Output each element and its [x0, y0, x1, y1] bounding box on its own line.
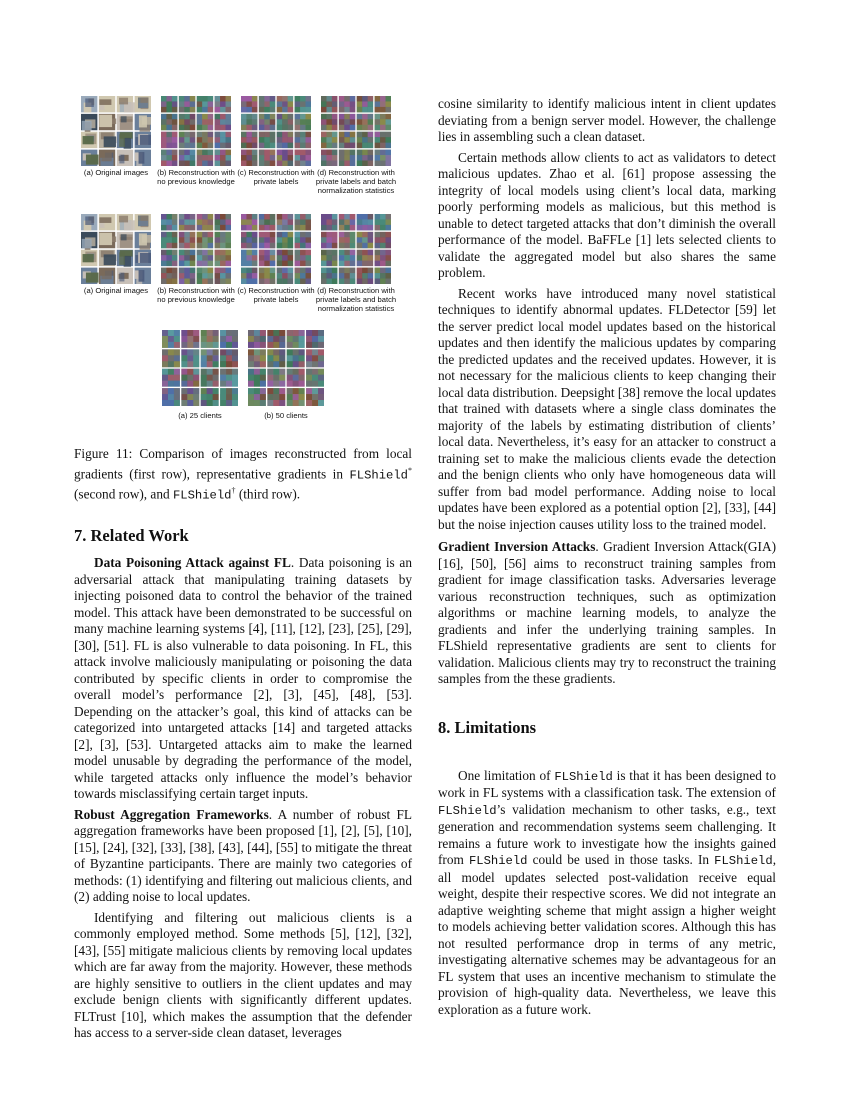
section-heading: 7. Related Work: [74, 526, 189, 546]
figure-caption: Figure 11: Comparison of images reconstructed from local gradients (first row), representative gradients in FLShield* (second row), and FLShield† (third row).: [74, 446, 412, 503]
image-grid-graphic: [162, 330, 238, 406]
subfigure-caption: (c) Reconstruction with private labels: [237, 168, 315, 186]
left-column: [74, 96, 412, 1042]
subfigure-caption: (d) Reconstruction with private labels and batch normalization statistics: [315, 168, 397, 195]
subfigure-caption: (c) Reconstruction with private labels: [237, 286, 315, 304]
reconstruction-grid: [321, 96, 391, 166]
subfigure-caption: (b) Reconstruction with no previous knowledge: [157, 168, 235, 186]
image-grid-graphic: [248, 330, 324, 406]
reconstruction-grid: [321, 214, 391, 284]
subfigure-caption: (b) Reconstruction with no previous knowledge: [157, 286, 235, 304]
subfigure-caption: (a) Original images: [83, 168, 149, 177]
reconstruction-grid: [161, 214, 231, 284]
right-column: [438, 96, 776, 1018]
image-grid-graphic: [81, 96, 151, 166]
figure-row-3: [74, 330, 412, 430]
subfigure-caption: (b) 50 clients: [264, 411, 308, 420]
image-grid-graphic: [161, 214, 231, 284]
reconstruction-grid: [248, 330, 324, 406]
paragraph: Gradient Inversion Attacks. Gradient Inversion Attack(GIA) [16], [50], [56] aims to reconstruct training samples from gradient for image classification tasks. Adversaries leverage various reconstruction techniques, such as optimization algorithms or machine learning models, to analyze the gradients and infer the underlying training samples. In FLShield representative gradients are sent to clients for validation. Malicious clients may try to reconstruct the training samples from the these gradients.: [438, 539, 776, 686]
paragraph: Robust Aggregation Frameworks. A number of robust FL aggregation frameworks have been proposed [1], [2], [5], [10], [15], [24], [32], [33], [38], [43], [44], [55] to mitigate the threat of Byzantine participants. There are mainly two categories of methods: (1) identifying and filtering out malicious clients, and (2) adding noise to local updates.: [74, 806, 412, 905]
paragraph: Certain methods allow clients to act as validators to detect malicious updates. Zhao et al. [61] propose assessing the integrity of local models using client’s local data, marking poorly performing models as malicious, but this method is unable to detect targeted attacks that don’t diminish the overall performance of the model. BaFFLe [1] lets selected clients to validate the aggregated model but also shares the same problem.: [438, 149, 776, 280]
image-grid-graphic: [321, 214, 391, 284]
paragraph: One limitation of FLShield is that it has been designed to work in FL systems with a classification task. The extension of FLShield’s validation mechanism to other tasks, e.g., text generation and recommendation systems seem challenging. It remains a future work to investigate how the insights gained from FLShield could be used in those tasks. In FLShield, all model updates selected post-validation receive equal weight, despite their respective scores. We did not integrate an adaptive weighting scheme that might assign a higher weight to models achieving better validation scores. Although this has not resulted performance drop in terms of any metric, investigating alternative schemes may be advantageous for an FL system that uses an incentive mechanism to stimulate the provision of high-quality data. Nevertheless, we leave this exploration as a future work.: [438, 767, 777, 1017]
figure-row-2: [74, 214, 412, 320]
image-grid-graphic: [321, 96, 391, 166]
section-heading: 8. Limitations: [438, 717, 537, 737]
image-grid-graphic: [161, 96, 231, 166]
reconstruction-grid: [162, 330, 238, 406]
paragraph: cosine similarity to identify malicious intent in client updates deviating from a benign server model. However, the challenge lies in assembling such a clean dataset.: [438, 96, 776, 144]
original-images-grid: [81, 214, 151, 284]
reconstruction-grid: [161, 96, 231, 166]
paragraph: Identifying and filtering out malicious clients is a commonly employed method. Some methods [5], [12], [32], [43], [55] mitigate malicious clients by removing local updates which are far away from the majority. However, these methods are highly sensitive to outliers in the client updates and may exclude benign clients with significantly different updates. FLTrust [10], which makes the assumption that the defender has access to a server-side clean dataset, leverages: [74, 909, 412, 1041]
paragraph: Recent works have introduced many novel statistical techniques to identify abnormal updates. FLDetector [59] let the server predict local model updates based on the historical updates and then identify the malicious updates by comparing the predicted updates and the received updates. However, it is not necessary for the malicious clients to keep changing their local data distribution. Deepsight [38] remove the local updates that trained with datasets where a single class dominates the majority of the labels by estimating distribution of clients’ local data. Nevertheless, it’s easy for an attacker to construct a training set to make the malicious clients evade the detection and the benign clients who only have homogeneous data will suffer from bad model performance. Adding noise to local updates have been explored as a potential option [2], [33], [44] but the noise injection causes utility loss to the trained model.: [438, 285, 776, 532]
subfigure-caption: (a) 25 clients: [178, 411, 222, 420]
subfigure-caption: (a) Original images: [83, 286, 149, 295]
figure-row-1: [74, 96, 412, 202]
subfigure-caption: (d) Reconstruction with private labels and batch normalization statistics: [315, 286, 397, 313]
image-grid-graphic: [241, 214, 311, 284]
original-images-grid: [81, 96, 151, 166]
image-grid-graphic: [241, 96, 311, 166]
paragraph: Data Poisoning Attack against FL. Data poisoning is an adversarial attack that manipulating training datasets by injecting poisoned data to control the behavior of the trained model. This attack have been demonstrated to be successful on many machine learning systems [4], [11], [12], [23], [25], [29], [30], [51]. FL is also vulnerable to data poisoning. In FL, this attack involve maliciously manipulating or poisoning the data contributed by specific clients in order to compromise the overall model’s performance [2], [3], [45], [48], [53]. Depending on the attacker’s goal, this kind of attacks can be categorized into untargeted attacks [14] and targeted attacks [2], [3], [53]. Untargeted attacks aim to make the learned model unusable by degrading the performance of the model, while targeted attacks only influence the model’s behavior towards misclassifying certain target inputs.: [74, 555, 412, 802]
reconstruction-grid: [241, 214, 311, 284]
image-grid-graphic: [81, 214, 151, 284]
reconstruction-grid: [241, 96, 311, 166]
